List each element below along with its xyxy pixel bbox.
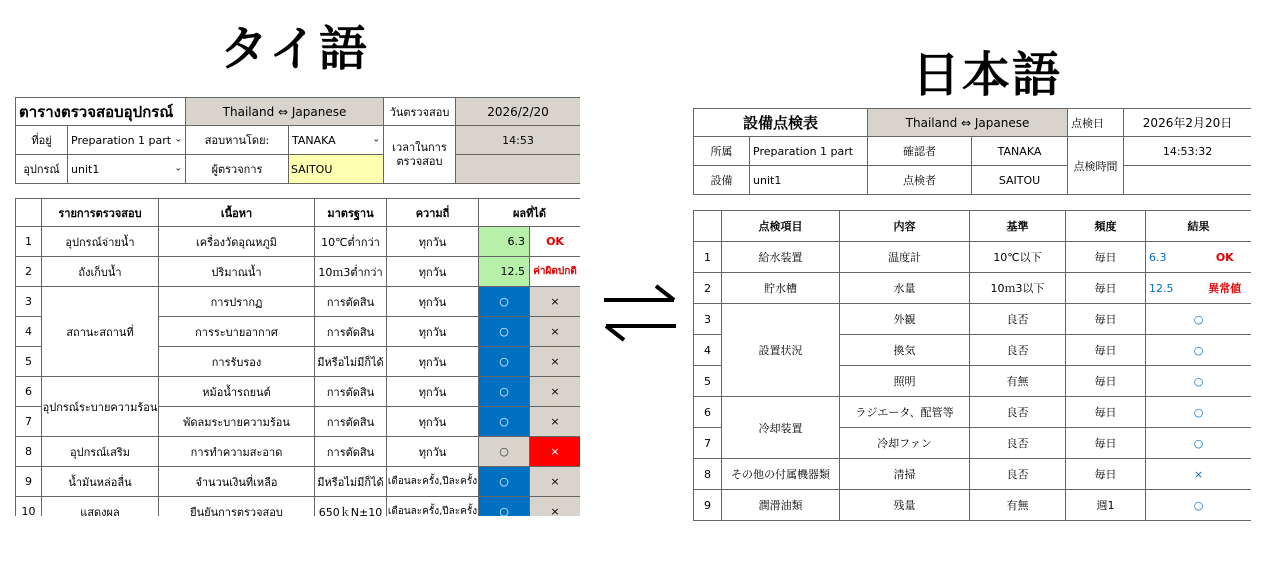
result-status: OK [1199, 242, 1252, 273]
jp-date-value: 2026年2月20日 [1124, 109, 1251, 137]
checker-label: ผู้ตรวจการ [186, 155, 289, 184]
row-frequency: ทุกวัน [387, 287, 479, 317]
japanese-header-table [693, 108, 1251, 195]
row-item: น้ำมันหล่อลื่น [42, 467, 159, 497]
row-content: เครื่องวัดอุณหภูมิ [159, 227, 315, 257]
row-content: 温度計 [840, 242, 970, 273]
ng-button[interactable]: × [530, 407, 581, 437]
row-content: 照明 [840, 366, 970, 397]
header-standard: มาตรฐาน [315, 199, 387, 227]
ok-button[interactable]: ○ [479, 467, 530, 497]
table-row [16, 287, 581, 317]
row-frequency: 毎日 [1066, 273, 1146, 304]
row-frequency: 毎日 [1066, 304, 1146, 335]
table-row [694, 304, 1252, 335]
value-text: 12.5 [1146, 273, 1199, 304]
row-standard: มีหรือไม่มีก็ได้ [315, 347, 387, 377]
row-frequency: 毎日 [1066, 397, 1146, 428]
ok-button[interactable]: ○ [479, 407, 530, 437]
jp-date-label: 点検日 [1068, 109, 1124, 137]
row-content: 水量 [840, 273, 970, 304]
row-no: 6 [16, 377, 42, 407]
chevron-down-icon: ⌄ [174, 134, 182, 145]
row-content: หม้อน้ำรถยนต์ [159, 377, 315, 407]
header-no [16, 199, 42, 227]
row-standard: 10℃ต่ำกว่า [315, 227, 387, 257]
row-no: 4 [694, 335, 722, 366]
result-symbol: ○ [1146, 490, 1252, 521]
header-frequency: ความถี่ [387, 199, 479, 227]
row-standard: การตัดสิน [315, 377, 387, 407]
belong-select-value: Preparation 1 part [71, 133, 172, 147]
row-item-group: อุปกรณ์ระบายความร้อน [42, 377, 159, 437]
row-no: 4 [16, 317, 42, 347]
value-input[interactable]: 6.3 [479, 227, 530, 257]
jp-header-item: 点検項目 [722, 211, 840, 242]
chevron-down-icon: ⌄ [372, 134, 381, 145]
table-row [16, 497, 581, 517]
table-row [694, 273, 1252, 304]
table-row [16, 377, 581, 407]
jp-equipment-value: unit1 [750, 166, 868, 195]
result-status: ค่าผิดปกติ [530, 257, 581, 287]
table-row [694, 490, 1252, 521]
row-no: 8 [694, 459, 722, 490]
row-no: 10 [16, 497, 42, 517]
row-standard: 有無 [970, 490, 1066, 521]
thai-title: タイ語 [220, 21, 370, 77]
thai-sheet-title: ตารางตรวจสอบอุปกรณ์ [16, 98, 186, 126]
row-content: 換気 [840, 335, 970, 366]
row-frequency: เดือนละครั้ง,ปีละครั้ง [387, 497, 479, 517]
row-content: การรับรอง [159, 347, 315, 377]
row-no: 3 [694, 304, 722, 335]
value-text: 6.3 [1146, 242, 1199, 273]
header-content: เนื้อหา [159, 199, 315, 227]
equipment-label: อุปกรณ์ [16, 155, 68, 184]
jp-checker-value: SAITOU [972, 166, 1068, 195]
row-content: 残量 [840, 490, 970, 521]
row-no: 1 [16, 227, 42, 257]
jp-belong-value: Preparation 1 part [750, 137, 868, 166]
ng-button[interactable]: × [530, 467, 581, 497]
row-frequency: 毎日 [1066, 459, 1146, 490]
row-standard: การตัดสิน [315, 407, 387, 437]
ng-button[interactable]: × [530, 497, 581, 517]
row-no: 9 [16, 467, 42, 497]
japanese-title: 日本語 [912, 47, 1063, 103]
chevron-down-icon: ⌄ [174, 163, 182, 174]
header-result: ผลที่ได้ [479, 199, 581, 227]
ng-button[interactable]: × [530, 347, 581, 377]
row-no: 1 [694, 242, 722, 273]
row-content: 外観 [840, 304, 970, 335]
row-no: 9 [694, 490, 722, 521]
table-row [694, 459, 1252, 490]
row-item: 潤滑油類 [722, 490, 840, 521]
jp-confirm-value: TANAKA [972, 137, 1068, 166]
row-no: 2 [694, 273, 722, 304]
row-frequency: 週1 [1066, 490, 1146, 521]
row-frequency: เดือนละครั้ง,ปีละครั้ง [387, 467, 479, 497]
table-row [16, 437, 581, 467]
row-frequency: ทุกวัน [387, 227, 479, 257]
row-item: 貯水槽 [722, 273, 840, 304]
row-item: อุปกรณ์เสริม [42, 437, 159, 467]
jp-checker-label: 点検者 [868, 166, 972, 195]
row-frequency: 毎日 [1066, 335, 1146, 366]
result-symbol: ○ [1146, 428, 1252, 459]
value-input[interactable]: 12.5 [479, 257, 530, 287]
ok-button[interactable]: ○ [479, 317, 530, 347]
row-content: การระบายอากาศ [159, 317, 315, 347]
row-content: 清掃 [840, 459, 970, 490]
result-symbol: ○ [1146, 335, 1252, 366]
belong-select[interactable] [68, 126, 186, 155]
row-frequency: ทุกวัน [387, 377, 479, 407]
ok-button[interactable]: ○ [479, 377, 530, 407]
thai-header-table [15, 97, 580, 184]
jp-time-extra-cell [1124, 166, 1251, 195]
row-standard: 良否 [970, 304, 1066, 335]
row-frequency: 毎日 [1066, 366, 1146, 397]
swap-arrows-icon [600, 282, 680, 344]
row-no: 5 [694, 366, 722, 397]
row-standard: 良否 [970, 428, 1066, 459]
equipment-select-value: unit1 [71, 162, 100, 176]
row-item-group: 冷却装置 [722, 397, 840, 459]
row-item: その他の付属機器類 [722, 459, 840, 490]
thai-list-panel [15, 198, 580, 516]
row-content: การทำความสะอาด [159, 437, 315, 467]
jp-language-toggle-button[interactable]: Thailand ⇔ Japanese [868, 109, 1068, 137]
row-standard: การตัดสิน [315, 317, 387, 347]
row-content: ラジエータ、配管等 [840, 397, 970, 428]
jp-equipment-label: 設備 [694, 166, 750, 195]
row-content: 冷却ファン [840, 428, 970, 459]
row-content: ปริมาณน้ำ [159, 257, 315, 287]
row-content: ยืนยันการตรวจสอบ [159, 497, 315, 517]
date-value: 2026/2/20 [456, 98, 580, 126]
equipment-select[interactable] [68, 155, 186, 184]
row-no: 8 [16, 437, 42, 467]
row-item: แสดงผล [42, 497, 159, 517]
table-row [694, 242, 1252, 273]
row-standard: 良否 [970, 459, 1066, 490]
row-standard: 650ｋN±10 [315, 497, 387, 517]
ok-button[interactable]: ○ [479, 287, 530, 317]
result-symbol: ○ [1146, 304, 1252, 335]
row-standard: 良否 [970, 335, 1066, 366]
row-standard: 有無 [970, 366, 1066, 397]
jp-sheet-title: 設備点検表 [694, 109, 868, 137]
result-symbol: × [1146, 459, 1252, 490]
japanese-header-panel [693, 108, 1251, 196]
result-symbol: ○ [1146, 366, 1252, 397]
row-frequency: ทุกวัน [387, 317, 479, 347]
jp-confirm-label: 確認者 [868, 137, 972, 166]
thai-header-panel [15, 97, 580, 185]
table-row [694, 397, 1252, 428]
time-extra-cell [456, 155, 580, 184]
table-row [16, 467, 581, 497]
row-standard: 10ｍ3以下 [970, 273, 1066, 304]
row-item: ถังเก็บน้ำ [42, 257, 159, 287]
jp-time-value: 14:53:32 [1124, 137, 1251, 166]
row-standard: มีหรือไม่มีก็ได้ [315, 467, 387, 497]
jp-belong-label: 所属 [694, 137, 750, 166]
ok-button[interactable]: ○ [479, 497, 530, 517]
jp-header-standard: 基準 [970, 211, 1066, 242]
row-no: 7 [694, 428, 722, 459]
japanese-inspection-table [693, 210, 1251, 521]
row-standard: 良否 [970, 397, 1066, 428]
ok-button[interactable]: ○ [479, 437, 530, 467]
row-item: อุปกรณ์จ่ายน้ำ [42, 227, 159, 257]
row-standard: 10℃以下 [970, 242, 1066, 273]
ng-button[interactable]: × [530, 377, 581, 407]
thai-inspection-table [15, 198, 580, 516]
date-label: วันตรวจสอบ [384, 98, 456, 126]
time-label: เวลาในการตรวจสอบ [384, 126, 456, 184]
result-status: OK [530, 227, 581, 257]
row-frequency: ทุกวัน [387, 347, 479, 377]
result-symbol: ○ [1146, 397, 1252, 428]
row-frequency: 毎日 [1066, 242, 1146, 273]
row-content: พัดลมระบายความร้อน [159, 407, 315, 437]
row-item: 給水装置 [722, 242, 840, 273]
checker-input[interactable]: SAITOU [289, 155, 384, 184]
ng-button[interactable]: × [530, 287, 581, 317]
row-content: การปรากฏ [159, 287, 315, 317]
header-item: รายการตรวจสอบ [42, 199, 159, 227]
japanese-list-panel [693, 210, 1251, 528]
row-no: 5 [16, 347, 42, 377]
row-no: 7 [16, 407, 42, 437]
time-value: 14:53 [456, 126, 580, 155]
row-item-group: 設置状況 [722, 304, 840, 397]
row-frequency: 毎日 [1066, 428, 1146, 459]
table-row [16, 257, 581, 287]
row-content: จำนวนเงินที่เหลือ [159, 467, 315, 497]
jp-header-no [694, 211, 722, 242]
inspector-label: สอบหานโดย: [186, 126, 289, 155]
ng-button[interactable]: × [530, 437, 581, 467]
jp-header-frequency: 頻度 [1066, 211, 1146, 242]
row-no: 6 [694, 397, 722, 428]
inspector-select[interactable] [289, 126, 384, 155]
language-toggle-button[interactable]: Thailand ⇔ Japanese [186, 98, 384, 126]
row-standard: การตัดสิน [315, 287, 387, 317]
ok-button[interactable]: ○ [479, 347, 530, 377]
row-standard: 10ｍ3ต่ำกว่า [315, 257, 387, 287]
row-frequency: ทุกวัน [387, 437, 479, 467]
belong-label: ที่อยู่ [16, 126, 68, 155]
table-row [16, 227, 581, 257]
row-frequency: ทุกวัน [387, 257, 479, 287]
result-status: 異常値 [1199, 273, 1252, 304]
ng-button[interactable]: × [530, 317, 581, 347]
row-standard: การตัดสิน [315, 437, 387, 467]
row-item-group: สถานะสถานที่ [42, 287, 159, 377]
inspector-select-value: TANAKA [292, 133, 336, 147]
row-no: 2 [16, 257, 42, 287]
jp-header-result: 結果 [1146, 211, 1252, 242]
row-frequency: ทุกวัน [387, 407, 479, 437]
jp-header-content: 内容 [840, 211, 970, 242]
row-no: 3 [16, 287, 42, 317]
jp-time-label: 点検時間 [1068, 137, 1124, 195]
